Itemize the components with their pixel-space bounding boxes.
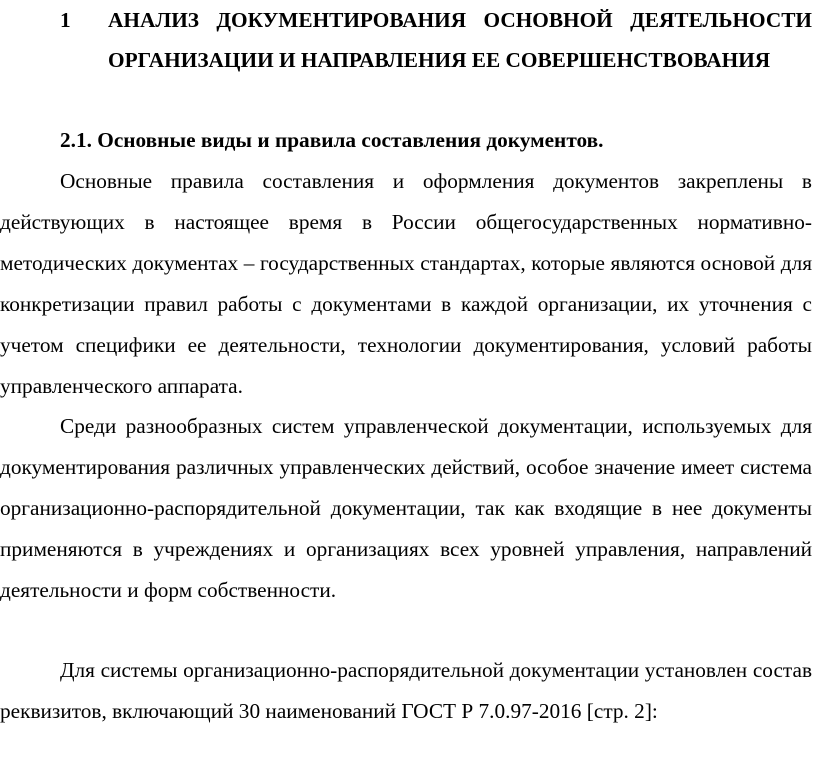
section-heading [60,0,812,80]
section-number: 1 [60,8,71,32]
section-title: АНАЛИЗ ДОКУМЕНТИРОВАНИЯ ОСНОВНОЙ ДЕЯТЕЛЬНОСТИ ОРГАНИЗАЦИИ И НАПРАВЛЕНИЯ ЕЕ СОВЕРШЕНСТВОВАНИЯ [108,8,812,72]
paragraph: Основные правила составления и оформления документов закреплены в действующих в настоящее время в России общегосударственных нормативно-методических документах – государственных стандартах, которые являются основой для конкретизации правил работы с документами в каждой организации, их уточнения с учетом специфики ее деятельности, технологии документирования, условий работы управленческого аппарата. [0,169,812,398]
paragraph: Для системы организационно-распорядительной документации установлен состав реквизитов, включающий 30 наименований ГОСТ Р 7.0.97-2016 [стр. 2]: [0,658,812,723]
subsection-heading: 2.1. Основные виды и правила составления документов. [60,128,604,152]
paragraph: Среди разнообразных систем управленческой документации, используемых для документирования различных управленческих действий, особое значение имеет система организационно-распорядительной документации, так как входящие в нее документы применяются в учреждениях и организациях всех уровней управления, направлений деятельности и форм собственности. [0,414,812,602]
